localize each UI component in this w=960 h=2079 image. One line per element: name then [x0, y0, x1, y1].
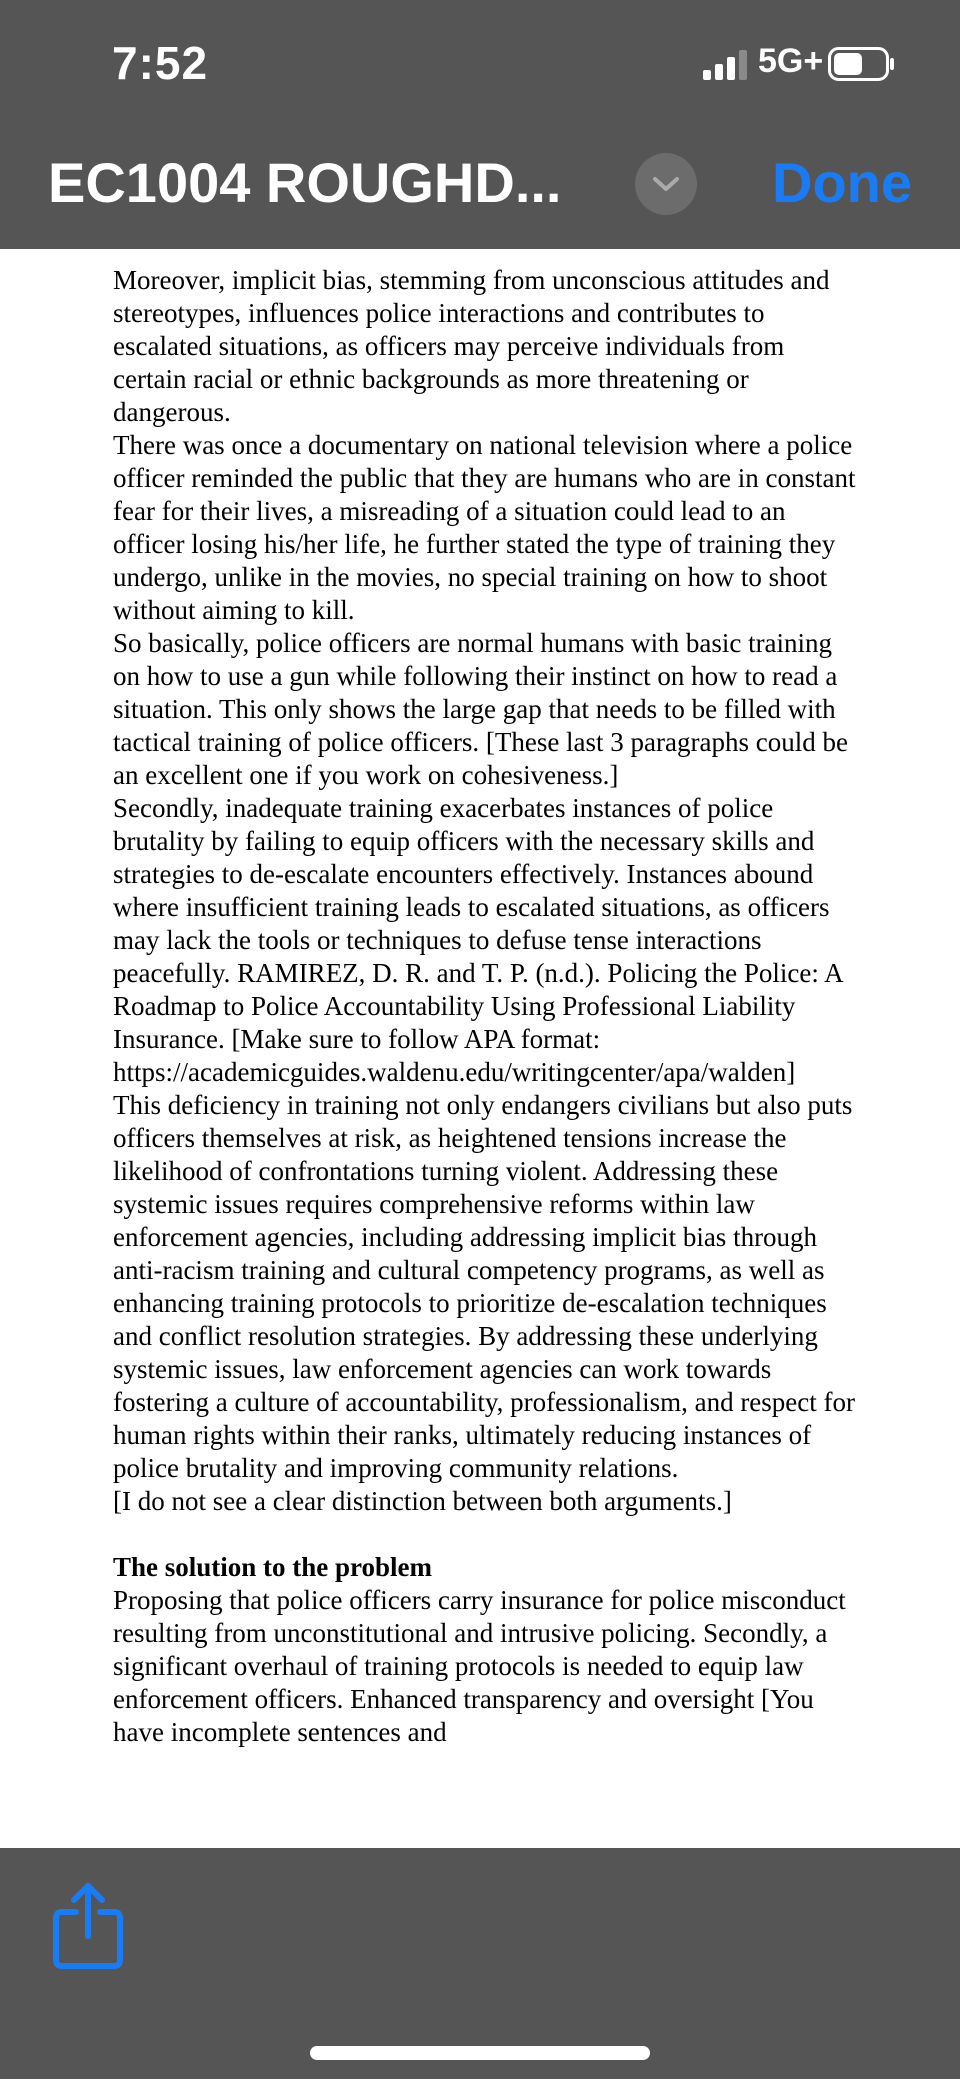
paragraph: Proposing that police officers carry insurance for police misconduct resulting from unconstitutional and intrusive policing. Secondly, a significant overhaul of training protocols is needed to equip law enforcement officers. Enhanced transparency and oversight [You have incomplete sentences and: [113, 1585, 846, 1747]
paragraph: So basically, police officers are normal humans with basic training on how to use a gun while following their instinct on how to read a situation. This only shows the large gap that needs to be filled with tactical training of police officers. [These last 3 paragraphs could be an excellent one if you work on cohesiveness.]: [113, 628, 848, 790]
paragraph: This deficiency in training not only endangers civilians but also puts officers themselves at risk, as heightened tensions increase the likelihood of confrontations turning violent. Addressing these systemic issues requires comprehensive reforms within law enforcement agencies, including addressing implicit bias through anti-racism training and cultural competency programs, as well as enhancing training protocols to prioritize de-escalation techniques and conflict resolution strategies. By addressing these underlying systemic issues, law enforcement agencies can work towards fostering a culture of accountability, professionalism, and respect for human rights within their ranks, ultimately reducing instances of police brutality and improving community relations.: [113, 1090, 855, 1483]
chevron-down-icon: [651, 174, 681, 194]
section-heading: The solution to the problem: [113, 1552, 433, 1582]
cellular-signal-icon: [703, 50, 747, 80]
paragraph: Secondly, inadequate training exacerbates instances of police brutality by failing to equip officers with the necessary skills and strategies to de-escalate encounters effectively. Instances abound where insufficient training leads to escalated situations, as officers may lack the tools or techniques to defuse tense interactions peacefully. RAMIREZ, D. R. and T. P. (n.d.). Policing the Police: A Roadmap to Police Accountability Using Professional Liability Insurance. [Make sure to follow APA format:: [113, 793, 843, 1054]
status-bar: [0, 0, 960, 130]
home-indicator[interactable]: [310, 2046, 650, 2060]
battery-icon: [828, 47, 896, 81]
network-type: 5G+: [758, 42, 824, 80]
blank-line: [113, 1518, 858, 1551]
paragraph: There was once a documentary on national television where a police officer reminded the public that they are humans who are in constant fear for their lives, a misreading of a situation could lead to an officer losing his/her life, he further stated the type of training they undergo, unlike in the movies, no special training on how to shoot without aiming to kill.: [113, 430, 856, 625]
document-title[interactable]: EC1004 ROUGHD...: [48, 151, 562, 214]
reference-link: https://academicguides.waldenu.edu/writingcenter/apa/walden]: [113, 1057, 796, 1087]
paragraph: Moreover, implicit bias, stemming from unconscious attitudes and stereotypes, influences police interactions and contributes to escalated situations, as officers may perceive individuals from certain racial or ethnic backgrounds as more threatening or dangerous.: [113, 265, 830, 427]
status-time: 7:52: [112, 37, 209, 89]
bottom-toolbar: [0, 1848, 960, 2079]
title-menu-button[interactable]: [635, 153, 697, 215]
document-content: [113, 264, 858, 1848]
paragraph: [I do not see a clear distinction between both arguments.]: [113, 1486, 732, 1516]
done-button[interactable]: Done: [772, 151, 912, 214]
document-header: [0, 130, 960, 249]
share-icon[interactable]: [52, 1880, 124, 1970]
